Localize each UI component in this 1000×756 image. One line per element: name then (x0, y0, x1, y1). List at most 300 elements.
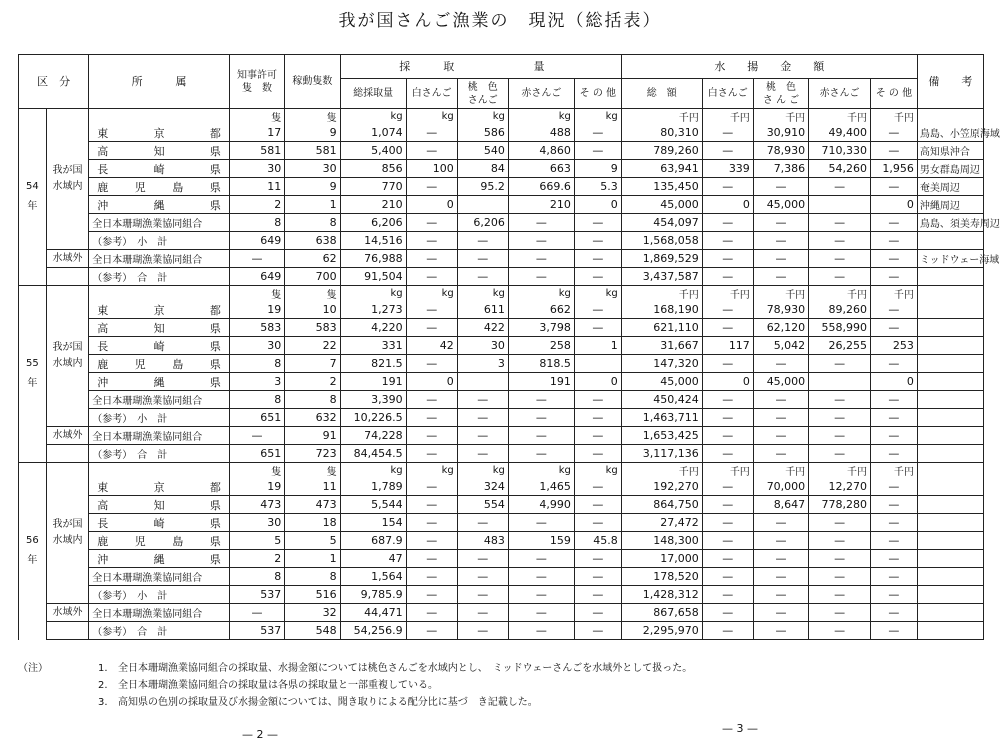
row-label: 長 崎 県 (89, 337, 230, 355)
value-cell: — (753, 586, 808, 604)
unit-label: 千円 (753, 286, 808, 302)
value-cell: 1 (574, 337, 621, 355)
value-cell: — (870, 178, 917, 196)
note-row-2 (18, 677, 692, 694)
header-kubun: 区 分 (19, 55, 89, 109)
remark-cell (917, 622, 983, 640)
value-cell: 9 (574, 160, 621, 178)
value-cell: 1,428,312 (621, 586, 702, 604)
remark-cell: 沖縄周辺 (917, 196, 983, 214)
spacer-cell (46, 445, 89, 463)
remark-cell: 男女群島周辺 (917, 160, 983, 178)
value-cell: — (574, 214, 621, 232)
value-cell: 1,465 (508, 478, 574, 496)
value-cell: — (870, 586, 917, 604)
value-cell: — (753, 178, 808, 196)
value-cell: — (406, 622, 457, 640)
subheader-value: 白さんご (702, 79, 753, 109)
value-cell: 2 (229, 196, 284, 214)
value-cell: 454,097 (621, 214, 702, 232)
table-row (19, 445, 984, 463)
value-cell: 710,330 (809, 142, 871, 160)
value-cell: 26,255 (809, 337, 871, 355)
note-number: 2. (98, 680, 108, 691)
value-cell: — (809, 568, 871, 586)
unit-label: 千円 (870, 463, 917, 479)
value-cell: — (702, 391, 753, 409)
note-text: 全日本珊瑚漁業協同組合の採取量、水揚金額については桃色さんごを水域内とし、 ミッドウェーさんごを水域外として扱った。 (118, 663, 693, 674)
table-row (19, 496, 984, 514)
unit-label: 千円 (809, 463, 871, 479)
value-cell: 147,320 (621, 355, 702, 373)
table-row (19, 160, 984, 178)
value-cell: 30,910 (753, 124, 808, 142)
value-cell: 488 (508, 124, 574, 142)
inner-waters-label: 我が国水域内 (46, 286, 89, 427)
unit-label: 千円 (809, 286, 871, 302)
value-cell: 78,930 (753, 301, 808, 319)
subheader-value: そ の 他 (870, 79, 917, 109)
value-cell: 867,658 (621, 604, 702, 622)
value-cell: 62 (285, 250, 340, 268)
table-row (19, 568, 984, 586)
remark-cell (917, 409, 983, 427)
value-cell: — (574, 550, 621, 568)
value-cell: — (457, 409, 508, 427)
table-row (19, 268, 984, 286)
value-cell: 4,860 (508, 142, 574, 160)
unit-label: 隻 (229, 286, 284, 302)
value-cell: — (753, 268, 808, 286)
value-cell: 9 (285, 124, 340, 142)
value-cell: 154 (340, 514, 406, 532)
value-cell: — (702, 586, 753, 604)
value-cell: 5.3 (574, 178, 621, 196)
value-cell: — (508, 427, 574, 445)
remark-cell (917, 232, 983, 250)
header-kyoka: 知事許可 隻 数 (229, 55, 284, 109)
value-cell: — (508, 232, 574, 250)
table-row (19, 124, 984, 142)
value-cell: 649 (229, 268, 284, 286)
value-cell: — (809, 550, 871, 568)
value-cell: — (753, 604, 808, 622)
value-cell: — (809, 586, 871, 604)
value-cell: — (809, 604, 871, 622)
value-cell: — (574, 478, 621, 496)
remark-cell (917, 604, 983, 622)
page-number-left: — 2 — (242, 728, 278, 741)
value-cell: 191 (508, 373, 574, 391)
header-ryo: 量 (457, 55, 621, 79)
value-cell: — (870, 550, 917, 568)
value-cell: — (406, 532, 457, 550)
value-cell: — (406, 478, 457, 496)
value-cell: — (702, 604, 753, 622)
value-cell: — (809, 268, 871, 286)
value-cell: — (809, 514, 871, 532)
value-cell: — (809, 427, 871, 445)
value-cell: — (508, 445, 574, 463)
row-label: 鹿 児 島 県 (89, 532, 230, 550)
row-label: 長 崎 県 (89, 160, 230, 178)
row-label: 東 京 都 (89, 301, 230, 319)
value-cell: 30 (229, 514, 284, 532)
unit-label: 千円 (870, 109, 917, 125)
value-cell: — (702, 427, 753, 445)
header-saishu: 採 取 (340, 55, 457, 79)
value-cell: — (870, 409, 917, 427)
value-cell: — (406, 427, 457, 445)
value-cell: — (702, 622, 753, 640)
value-cell: 11 (229, 178, 284, 196)
unit-label: 千円 (753, 463, 808, 479)
value-cell: — (870, 355, 917, 373)
header-biko: 備 考 (917, 55, 983, 109)
value-cell: — (753, 409, 808, 427)
table-row (19, 622, 984, 640)
value-cell: 818.5 (508, 355, 574, 373)
remark-cell (917, 532, 983, 550)
value-cell: 30 (229, 160, 284, 178)
table-row (19, 178, 984, 196)
value-cell: — (406, 355, 457, 373)
value-cell: — (406, 319, 457, 337)
value-cell: — (702, 478, 753, 496)
value-cell: — (702, 355, 753, 373)
unit-label: 千円 (870, 286, 917, 302)
value-cell: 45,000 (753, 373, 808, 391)
unit-row (19, 463, 984, 479)
value-cell: — (870, 142, 917, 160)
table-row (19, 478, 984, 496)
unit-label: kg (340, 286, 406, 302)
value-cell: 258 (508, 337, 574, 355)
remark-cell (917, 373, 983, 391)
value-cell: 8 (285, 568, 340, 586)
outer-waters-label: 水域外 (46, 427, 89, 445)
row-label: 沖 縄 県 (89, 196, 230, 214)
inner-waters-label: 我が国水域内 (46, 109, 89, 250)
table-row (19, 532, 984, 550)
value-cell: — (753, 427, 808, 445)
value-cell: 687.9 (340, 532, 406, 550)
unit-blank (89, 109, 230, 125)
value-cell: — (574, 568, 621, 586)
value-cell: 42 (406, 337, 457, 355)
value-cell: 583 (285, 319, 340, 337)
table-row (19, 250, 984, 268)
value-cell: 770 (340, 178, 406, 196)
value-cell: — (508, 604, 574, 622)
value-cell: — (508, 409, 574, 427)
value-cell: 662 (508, 301, 574, 319)
value-cell: — (574, 586, 621, 604)
value-cell: — (809, 250, 871, 268)
value-cell: 117 (702, 337, 753, 355)
page-number-right: — 3 — (722, 722, 758, 735)
value-cell: — (870, 268, 917, 286)
row-label: 高 知 県 (89, 319, 230, 337)
value-cell: 473 (285, 496, 340, 514)
note-row-3 (18, 694, 692, 711)
remark-cell: 鳥島、小笠原海域 (917, 124, 983, 142)
value-cell: 3,117,136 (621, 445, 702, 463)
table-row (19, 550, 984, 568)
value-cell: — (229, 250, 284, 268)
row-label: 全日本珊瑚漁業協同組合 (89, 604, 230, 622)
value-cell: 558,990 (809, 319, 871, 337)
value-cell: — (406, 550, 457, 568)
value-cell: 10 (285, 301, 340, 319)
value-cell: — (406, 142, 457, 160)
unit-label: 隻 (229, 109, 284, 125)
value-cell: — (574, 124, 621, 142)
remark-cell (917, 586, 983, 604)
value-cell: 0 (574, 373, 621, 391)
value-cell: 91 (285, 427, 340, 445)
value-cell: — (753, 232, 808, 250)
row-label: 高 知 県 (89, 496, 230, 514)
value-cell: 2,295,970 (621, 622, 702, 640)
value-cell: — (870, 214, 917, 232)
table-row (19, 319, 984, 337)
unit-label: 隻 (285, 109, 340, 125)
value-cell: — (870, 391, 917, 409)
value-cell: — (457, 391, 508, 409)
table-row (19, 586, 984, 604)
value-cell: 483 (457, 532, 508, 550)
value-cell: — (574, 250, 621, 268)
note-number: 1. (98, 663, 108, 674)
value-cell: — (870, 604, 917, 622)
spacer-cell (46, 268, 89, 286)
remark-cell (917, 550, 983, 568)
value-cell: — (406, 250, 457, 268)
value-cell: — (753, 445, 808, 463)
value-cell: — (809, 355, 871, 373)
unit-label: 千円 (621, 286, 702, 302)
value-cell: — (457, 586, 508, 604)
unit-label: 千円 (702, 109, 753, 125)
value-cell: — (574, 232, 621, 250)
value-cell: 47 (340, 550, 406, 568)
page-title: 我が国さんご漁業の 現況（総括表） (338, 11, 662, 31)
remark-cell (917, 514, 983, 532)
value-cell: — (870, 445, 917, 463)
value-cell: 45,000 (621, 373, 702, 391)
value-cell: 6,206 (340, 214, 406, 232)
value-cell: 210 (340, 196, 406, 214)
value-cell: 8 (229, 214, 284, 232)
value-cell: — (406, 445, 457, 463)
value-cell: 651 (229, 409, 284, 427)
value-cell: 8 (285, 391, 340, 409)
value-cell: 1,463,711 (621, 409, 702, 427)
value-cell: — (457, 268, 508, 286)
inner-waters-label: 我が国水域内 (46, 463, 89, 604)
value-cell: 1,564 (340, 568, 406, 586)
value-cell: — (753, 391, 808, 409)
unit-label: 隻 (285, 286, 340, 302)
value-cell: — (574, 622, 621, 640)
subheader-catch: そ の 他 (574, 79, 621, 109)
value-cell: — (508, 550, 574, 568)
value-cell: — (809, 532, 871, 550)
value-cell: 5,042 (753, 337, 808, 355)
value-cell: 1 (285, 196, 340, 214)
subheader-catch: 総採取量 (340, 79, 406, 109)
remark-cell (917, 445, 983, 463)
value-cell (809, 196, 871, 214)
value-cell: 5 (285, 532, 340, 550)
value-cell: — (457, 250, 508, 268)
value-cell: — (702, 514, 753, 532)
value-cell: — (406, 232, 457, 250)
value-cell: — (574, 142, 621, 160)
note-row-1 (18, 660, 692, 677)
value-cell: — (809, 178, 871, 196)
value-cell: 10,226.5 (340, 409, 406, 427)
value-cell: 74,228 (340, 427, 406, 445)
value-cell: — (508, 214, 574, 232)
value-cell: — (406, 604, 457, 622)
row-label: （参考） 合 計 (89, 622, 230, 640)
value-cell: 331 (340, 337, 406, 355)
value-cell: 6,206 (457, 214, 508, 232)
value-cell: 537 (229, 586, 284, 604)
outer-waters-label: 水域外 (46, 250, 89, 268)
value-cell: — (753, 532, 808, 550)
notes-tag: （注） (18, 663, 48, 674)
value-cell: — (702, 550, 753, 568)
value-cell: 191 (340, 373, 406, 391)
value-cell: 2 (285, 373, 340, 391)
value-cell: 8,647 (753, 496, 808, 514)
value-cell: — (406, 586, 457, 604)
value-cell: 4,990 (508, 496, 574, 514)
value-cell: 1 (285, 550, 340, 568)
table-row (19, 604, 984, 622)
value-cell: — (508, 250, 574, 268)
subheader-catch: 桃 色 さんご (457, 79, 508, 109)
value-cell: 30 (285, 160, 340, 178)
value-cell: 135,450 (621, 178, 702, 196)
unit-label: kg (340, 463, 406, 479)
note-number: 3. (98, 697, 108, 708)
unit-label: 千円 (702, 463, 753, 479)
value-cell: — (406, 391, 457, 409)
value-cell: 12,270 (809, 478, 871, 496)
remark-cell (917, 391, 983, 409)
value-cell: — (753, 568, 808, 586)
value-cell: — (406, 178, 457, 196)
year-label: 56 年 (19, 463, 47, 640)
value-cell: 62,120 (753, 319, 808, 337)
unit-blank (917, 463, 983, 479)
value-cell: 63,941 (621, 160, 702, 178)
value-cell: 22 (285, 337, 340, 355)
value-cell: 3 (457, 355, 508, 373)
row-label: （参考） 小 計 (89, 409, 230, 427)
unit-label: kg (457, 286, 508, 302)
value-cell: 11 (285, 478, 340, 496)
year-label: 54 年 (19, 109, 47, 286)
value-cell: — (870, 232, 917, 250)
unit-label: 千円 (809, 109, 871, 125)
value-cell: — (702, 532, 753, 550)
value-cell (574, 355, 621, 373)
unit-label: kg (508, 109, 574, 125)
value-cell: — (753, 622, 808, 640)
remark-cell (917, 337, 983, 355)
value-cell: — (508, 622, 574, 640)
value-cell: — (508, 568, 574, 586)
value-cell: 70,000 (753, 478, 808, 496)
unit-label: 千円 (621, 463, 702, 479)
value-cell: 450,424 (621, 391, 702, 409)
value-cell: 3,798 (508, 319, 574, 337)
value-cell: 18 (285, 514, 340, 532)
value-cell: 78,930 (753, 142, 808, 160)
value-cell: — (702, 142, 753, 160)
subheader-value: 桃 色 さ ん ご (753, 79, 808, 109)
value-cell: 45,000 (753, 196, 808, 214)
notes (18, 660, 692, 711)
table-row (19, 301, 984, 319)
unit-row (19, 286, 984, 302)
value-cell: 3,437,587 (621, 268, 702, 286)
value-cell: — (574, 391, 621, 409)
value-cell: — (406, 409, 457, 427)
value-cell: 649 (229, 232, 284, 250)
value-cell: — (702, 214, 753, 232)
value-cell: 0 (702, 373, 753, 391)
value-cell: — (702, 445, 753, 463)
table-row (19, 232, 984, 250)
table-row (19, 373, 984, 391)
unit-label: kg (406, 286, 457, 302)
value-cell: 84,454.5 (340, 445, 406, 463)
value-cell: 8 (229, 568, 284, 586)
value-cell: 14,516 (340, 232, 406, 250)
value-cell: 159 (508, 532, 574, 550)
value-cell: — (574, 268, 621, 286)
value-cell: 95.2 (457, 178, 508, 196)
unit-row (19, 109, 984, 125)
value-cell: 100 (406, 160, 457, 178)
value-cell: 192,270 (621, 478, 702, 496)
value-cell: 5,400 (340, 142, 406, 160)
value-cell: 581 (229, 142, 284, 160)
value-cell: — (508, 391, 574, 409)
value-cell: 9,785.9 (340, 586, 406, 604)
value-cell: 339 (702, 160, 753, 178)
value-cell: — (574, 514, 621, 532)
remark-cell (917, 427, 983, 445)
value-cell: — (457, 445, 508, 463)
note-text: 全日本珊瑚漁業協同組合の採取量は各県の採取量と一部重複している。 (118, 680, 438, 691)
row-label: 全日本珊瑚漁業協同組合 (89, 427, 230, 445)
remark-cell (917, 301, 983, 319)
value-cell (457, 196, 508, 214)
value-cell: — (870, 427, 917, 445)
value-cell: — (870, 532, 917, 550)
remark-cell (917, 319, 983, 337)
value-cell: 1,568,058 (621, 232, 702, 250)
remark-cell (917, 568, 983, 586)
value-cell: — (457, 622, 508, 640)
